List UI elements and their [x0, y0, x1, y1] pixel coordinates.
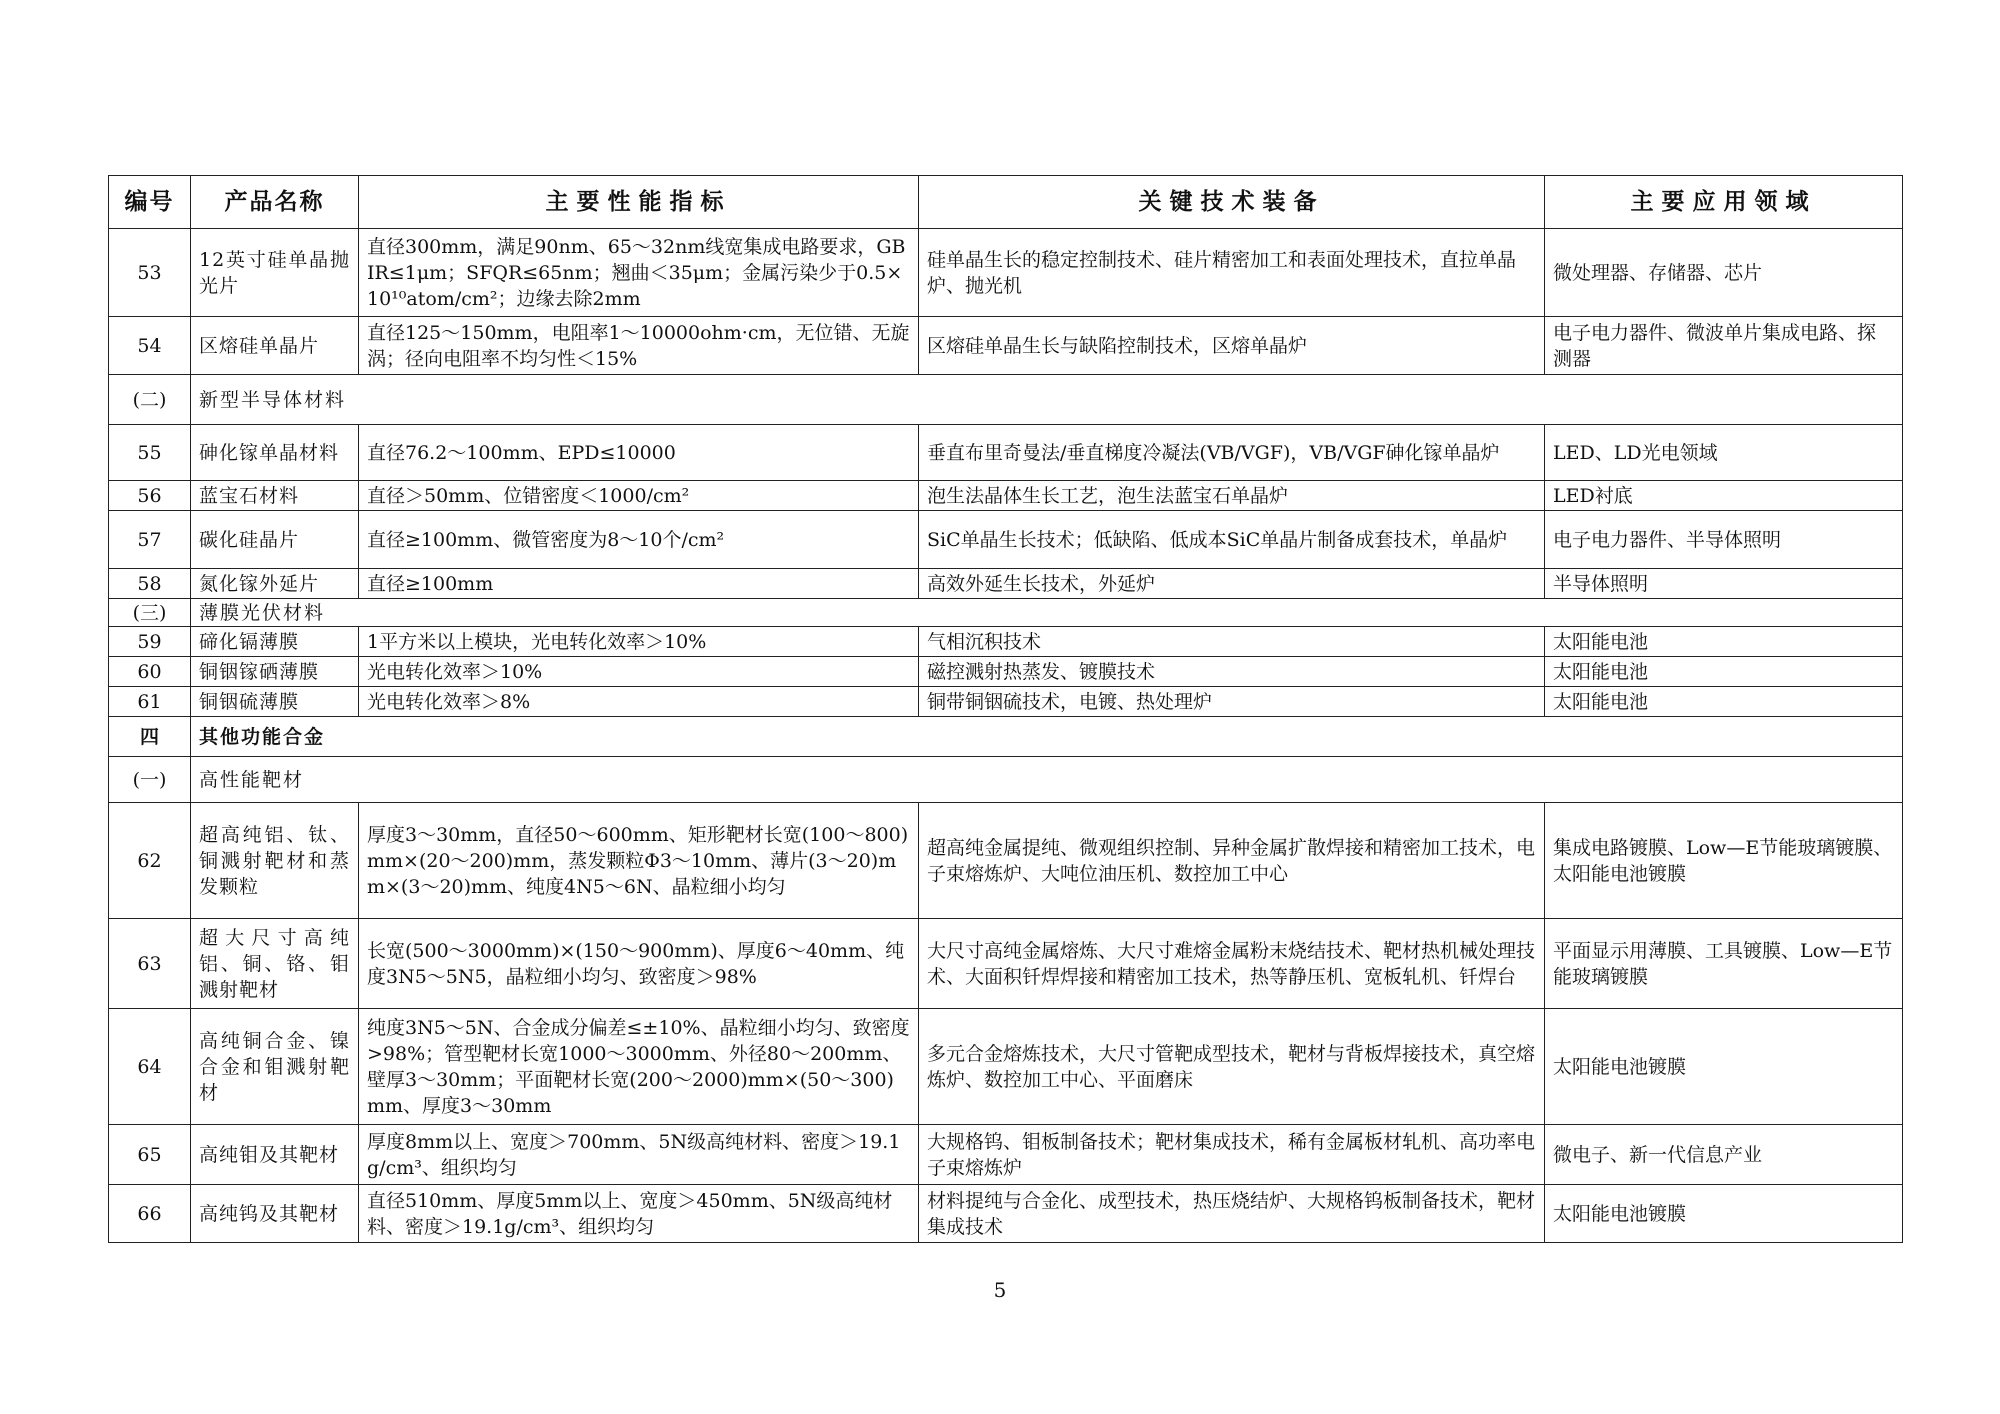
product-name: 砷化镓单晶材料: [191, 425, 359, 481]
performance-spec: 厚度8mm以上、宽度＞700mm、5N级高纯材料、密度＞19.1g/cm³、组织均匀: [359, 1125, 919, 1185]
key-technology: 大尺寸高纯金属熔炼、大尺寸难熔金属粉末烧结技术、靶材热机械处理技术、大面积钎焊焊接和精密加工技术，热等静压机、宽板轧机、钎焊台: [919, 919, 1545, 1009]
application-field: 太阳能电池镀膜: [1545, 1009, 1903, 1125]
table-row: [109, 1125, 1903, 1185]
key-technology: 硅单晶生长的稳定控制技术、硅片精密加工和表面处理技术，直拉单晶炉、抛光机: [919, 229, 1545, 317]
key-technology: 铜带铜铟硫技术，电镀、热处理炉: [919, 687, 1545, 717]
item-number: 55: [109, 425, 191, 481]
table-row: [109, 657, 1903, 687]
item-number: 57: [109, 511, 191, 569]
item-number: 60: [109, 657, 191, 687]
application-field: 半导体照明: [1545, 569, 1903, 599]
product-name: 铜铟硫薄膜: [191, 687, 359, 717]
performance-spec: 直径300mm，满足90nm、65～32nm线宽集成电路要求，GBIR≤1μm；SFQR≤65nm；翘曲＜35μm；金属污染少于0.5×10¹⁰atom/cm²；边缘去除2mm: [359, 229, 919, 317]
product-name: 氮化镓外延片: [191, 569, 359, 599]
performance-spec: 直径≥100mm: [359, 569, 919, 599]
table-row: [109, 1009, 1903, 1125]
product-name: 铜铟镓硒薄膜: [191, 657, 359, 687]
product-name: 碲化镉薄膜: [191, 627, 359, 657]
product-name: 区熔硅单晶片: [191, 317, 359, 375]
item-number: 58: [109, 569, 191, 599]
section-row: [109, 717, 1903, 757]
application-field: 太阳能电池: [1545, 657, 1903, 687]
section-number: (一): [109, 757, 191, 803]
section-row: [109, 757, 1903, 803]
item-number: 66: [109, 1185, 191, 1243]
key-technology: 多元合金熔炼技术，大尺寸管靶成型技术，靶材与背板焊接技术，真空熔炼炉、数控加工中心、平面磨床: [919, 1009, 1545, 1125]
header-product-name: 产品名称: [191, 176, 359, 229]
performance-spec: 直径76.2～100mm、EPD≤10000: [359, 425, 919, 481]
key-technology: 材料提纯与合金化、成型技术，热压烧结炉、大规格钨板制备技术，靶材集成技术: [919, 1185, 1545, 1243]
section-number: 四: [109, 717, 191, 757]
key-technology: 磁控溅射热蒸发、镀膜技术: [919, 657, 1545, 687]
performance-spec: 直径≥100mm、微管密度为8～10个/cm²: [359, 511, 919, 569]
header-key-technology: 关键技术装备: [919, 176, 1545, 229]
performance-spec: 直径510mm、厚度5mm以上、宽度＞450mm、5N级高纯材料、密度＞19.1g/cm³、组织均匀: [359, 1185, 919, 1243]
section-title: 其他功能合金: [191, 717, 1903, 757]
product-name: 碳化硅晶片: [191, 511, 359, 569]
key-technology: 区熔硅单晶生长与缺陷控制技术，区熔单晶炉: [919, 317, 1545, 375]
product-name: 高纯钨及其靶材: [191, 1185, 359, 1243]
table-row: [109, 687, 1903, 717]
table-row: [109, 229, 1903, 317]
section-number: (三): [109, 599, 191, 627]
table-row: [109, 1185, 1903, 1243]
item-number: 53: [109, 229, 191, 317]
item-number: 65: [109, 1125, 191, 1185]
header-number: 编号: [109, 176, 191, 229]
key-technology: 泡生法晶体生长工艺，泡生法蓝宝石单晶炉: [919, 481, 1545, 511]
application-field: 平面显示用薄膜、工具镀膜、Low—E节能玻璃镀膜: [1545, 919, 1903, 1009]
product-name: 超大尺寸高纯铝、铜、铬、钼溅射靶材: [191, 919, 359, 1009]
key-technology: 大规格钨、钼板制备技术；靶材集成技术，稀有金属板材轧机、高功率电子束熔炼炉: [919, 1125, 1545, 1185]
key-technology: 气相沉积技术: [919, 627, 1545, 657]
application-field: 太阳能电池: [1545, 627, 1903, 657]
key-technology: SiC单晶生长技术；低缺陷、低成本SiC单晶片制备成套技术，单晶炉: [919, 511, 1545, 569]
table-row: [109, 481, 1903, 511]
performance-spec: 纯度3N5～5N、合金成分偏差≤±10%、晶粒细小均匀、致密度>98%；管型靶材长宽1000～3000mm、外径80～200mm、壁厚3～30mm；平面靶材长宽(200～2000)mm×(50～300)mm、厚度3～30mm: [359, 1009, 919, 1125]
performance-spec: 厚度3～30mm，直径50～600mm、矩形靶材长宽(100～800)mm×(20～200)mm，蒸发颗粒Φ3～10mm、薄片(3～20)mm×(3～20)mm、纯度4N5～6N、晶粒细小均匀: [359, 803, 919, 919]
product-name: 高纯钼及其靶材: [191, 1125, 359, 1185]
application-field: 太阳能电池: [1545, 687, 1903, 717]
performance-spec: 直径＞50mm、位错密度＜1000/cm²: [359, 481, 919, 511]
item-number: 64: [109, 1009, 191, 1125]
table-row: [109, 317, 1903, 375]
section-title: 薄膜光伏材料: [191, 599, 1903, 627]
item-number: 61: [109, 687, 191, 717]
page-number: 5: [993, 1278, 1007, 1302]
product-name: 12英寸硅单晶抛光片: [191, 229, 359, 317]
section-title: 新型半导体材料: [191, 375, 1903, 425]
header-application-field: 主要应用领域: [1545, 176, 1903, 229]
item-number: 56: [109, 481, 191, 511]
product-name: 高纯铜合金、镍合金和钼溅射靶材: [191, 1009, 359, 1125]
application-field: 微电子、新一代信息产业: [1545, 1125, 1903, 1185]
application-field: 太阳能电池镀膜: [1545, 1185, 1903, 1243]
table-row: [109, 425, 1903, 481]
item-number: 54: [109, 317, 191, 375]
item-number: 62: [109, 803, 191, 919]
key-technology: 超高纯金属提纯、微观组织控制、异种金属扩散焊接和精密加工技术，电子束熔炼炉、大吨位油压机、数控加工中心: [919, 803, 1545, 919]
table-row: [109, 627, 1903, 657]
application-field: 微处理器、存储器、芯片: [1545, 229, 1903, 317]
product-table: [108, 175, 1903, 1243]
table-row: [109, 569, 1903, 599]
application-field: LED衬底: [1545, 481, 1903, 511]
performance-spec: 光电转化效率＞8%: [359, 687, 919, 717]
performance-spec: 1平方米以上模块，光电转化效率＞10%: [359, 627, 919, 657]
table-header-row: [109, 176, 1903, 229]
performance-spec: 直径125～150mm，电阻率1～10000ohm·cm，无位错、无旋涡；径向电阻率不均匀性＜15%: [359, 317, 919, 375]
application-field: 集成电路镀膜、Low—E节能玻璃镀膜、太阳能电池镀膜: [1545, 803, 1903, 919]
performance-spec: 长宽(500～3000mm)×(150～900mm)、厚度6～40mm、纯度3N5～5N5，晶粒细小均匀、致密度＞98%: [359, 919, 919, 1009]
section-number: (二): [109, 375, 191, 425]
table-row: [109, 511, 1903, 569]
key-technology: 垂直布里奇曼法/垂直梯度冷凝法(VB/VGF)，VB/VGF砷化镓单晶炉: [919, 425, 1545, 481]
performance-spec: 光电转化效率＞10%: [359, 657, 919, 687]
key-technology: 高效外延生长技术，外延炉: [919, 569, 1545, 599]
product-name: 蓝宝石材料: [191, 481, 359, 511]
application-field: LED、LD光电领域: [1545, 425, 1903, 481]
application-field: 电子电力器件、微波单片集成电路、探测器: [1545, 317, 1903, 375]
application-field: 电子电力器件、半导体照明: [1545, 511, 1903, 569]
section-row: [109, 375, 1903, 425]
table-row: [109, 803, 1903, 919]
table-body: [109, 229, 1903, 1243]
section-row: [109, 599, 1903, 627]
section-title: 高性能靶材: [191, 757, 1903, 803]
header-performance-spec: 主要性能指标: [359, 176, 919, 229]
item-number: 59: [109, 627, 191, 657]
item-number: 63: [109, 919, 191, 1009]
product-name: 超高纯铝、钛、铜溅射靶材和蒸发颗粒: [191, 803, 359, 919]
table-row: [109, 919, 1903, 1009]
